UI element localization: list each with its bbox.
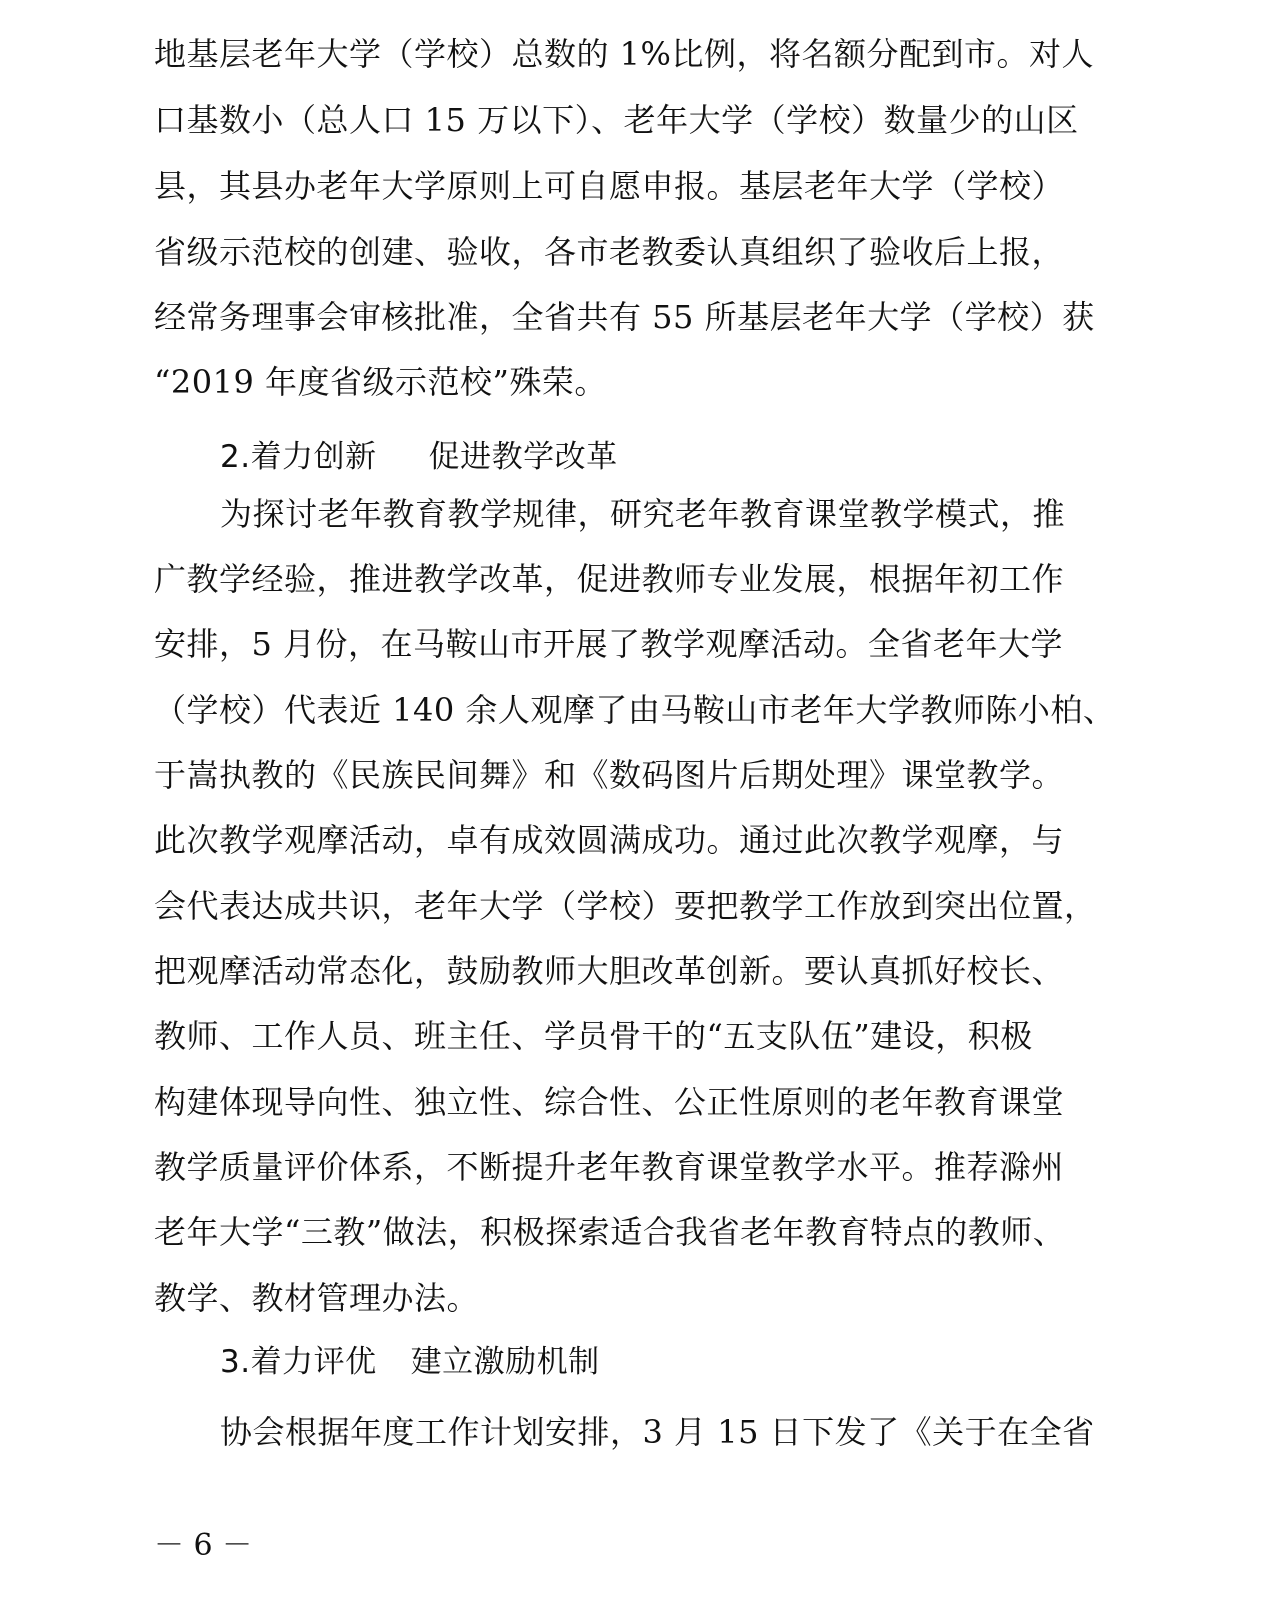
paragraph-line: 协会根据年度工作计划安排，3 月 15 日下发了《关于在全省	[220, 1413, 1095, 1451]
paragraph-line: 此次教学观摩活动，卓有成效圆满成功。通过此次教学观摩，与	[154, 821, 1065, 859]
paragraph-line: （学校）代表近 140 余人观摩了由马鞍山市老年大学教师陈小柏、	[154, 691, 1116, 729]
paragraph-line: 县，其县办老年大学原则上可自愿申报。基层老年大学（学校）	[154, 167, 1065, 205]
paragraph-line: 教师、工作人员、班主任、学员骨干的“五支队伍”建设，积极	[154, 1017, 1033, 1055]
paragraph-line: 省级示范校的创建、验收，各市老教委认真组织了验收后上报，	[154, 233, 1065, 271]
paragraph-line: 口基数小（总人口 15 万以下）、老年大学（学校）数量少的山区	[154, 101, 1079, 139]
section-heading-3	[220, 1342, 600, 1382]
heading-part2: 建立激励机制	[410, 1344, 600, 1380]
heading-part1: 着力评优	[250, 1344, 377, 1380]
heading-part1: 着力创新	[250, 439, 377, 475]
paragraph-line: 于嵩执教的《民族民间舞》和《数码图片后期处理》课堂教学。	[154, 756, 1065, 794]
paragraph-line: 经常务理事会审核批准，全省共有 55 所基层老年大学（学校）获	[154, 298, 1095, 336]
paragraph-line: 构建体现导向性、独立性、综合性、公正性原则的老年教育课堂	[154, 1083, 1065, 1121]
paragraph-line: 教学、教材管理办法。	[154, 1279, 480, 1317]
paragraph-line: 广教学经验，推进教学改革，促进教师专业发展，根据年初工作	[154, 560, 1065, 598]
paragraph-line: 把观摩活动常态化，鼓励教师大胆改革创新。要认真抓好校长、	[154, 952, 1065, 990]
paragraph-line: 地基层老年大学（学校）总数的 1%比例，将名额分配到市。对人	[154, 35, 1094, 73]
heading-part2: 促进教学改革	[428, 439, 618, 475]
paragraph-line: 会代表达成共识，老年大学（学校）要把教学工作放到突出位置，	[154, 887, 1097, 925]
section-heading-2	[220, 437, 618, 477]
heading-number: 3.	[220, 1344, 251, 1380]
paragraph-line: 安排，5 月份，在马鞍山市开展了教学观摩活动。全省老年大学	[154, 625, 1064, 663]
paragraph-line: 教学质量评价体系，不断提升老年教育课堂教学水平。推荐滁州	[154, 1148, 1065, 1186]
heading-number: 2.	[220, 439, 251, 475]
paragraph-line: 为探讨老年教育教学规律，研究老年教育课堂教学模式，推	[220, 495, 1066, 533]
page-number: － 6 －	[154, 1528, 253, 1563]
paragraph-line: “2019 年度省级示范校”殊荣。	[154, 363, 607, 401]
paragraph-line: 老年大学“三教”做法，积极探索适合我省老年教育特点的教师、	[154, 1213, 1066, 1251]
